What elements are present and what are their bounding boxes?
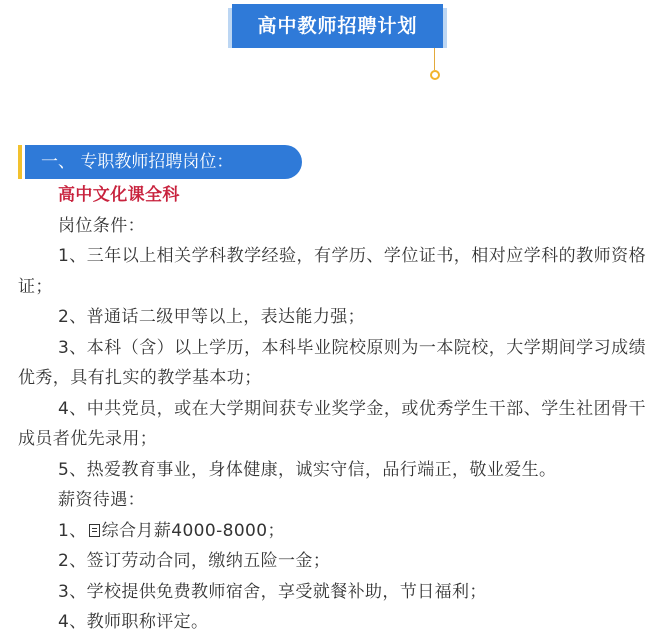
salary-item (18, 516, 646, 547)
section-heading: 一、 专职教师招聘岗位： (25, 145, 302, 179)
salary-item: 2、签订劳动合同，缴纳五险一金； (58, 551, 331, 571)
salary-item-text: 综合月薪4000-8000； (101, 520, 285, 541)
requirements-label: 岗位条件： (58, 215, 145, 236)
requirement-item: 2、普通话二级甲等以上，表达能力强； (58, 307, 366, 327)
page-title: 高中教师招聘计划 (257, 15, 418, 37)
requirement-item: 5、热爱教育事业，身体健康，诚实守信，品行端正，敬业爱生。 (58, 459, 557, 480)
salary-item: 4、教师职称评定。 (58, 612, 209, 632)
decorative-dot-icon (430, 70, 440, 80)
document-icon (89, 524, 100, 537)
requirement-item: 1、三年以上相关学科教学经验，有学历、学位证书，相对应学科的教师资格证； (18, 246, 646, 297)
decorative-connector-line (434, 48, 435, 70)
section-header (18, 145, 308, 179)
section-accent-bar (18, 145, 22, 179)
subject-heading: 高中文化课全科 (58, 185, 180, 205)
requirement-item: 4、中共党员，或在大学期间获专业奖学金，或优秀学生干部、学生社团骨干成员者优先录用； (18, 398, 646, 449)
job-posting-content (18, 180, 646, 638)
salary-item: 3、学校提供免费教师宿舍，享受就餐补助，节日福利； (58, 581, 487, 602)
salary-item-prefix: 1、 (58, 520, 87, 541)
requirement-item: 3、本科（含）以上学历，本科毕业院校原则为一本院校，大学期间学习成绩优秀，具有扎实的教学基本功； (18, 337, 646, 388)
page-title-banner (232, 4, 443, 48)
salary-label: 薪资待遇： (58, 490, 145, 510)
